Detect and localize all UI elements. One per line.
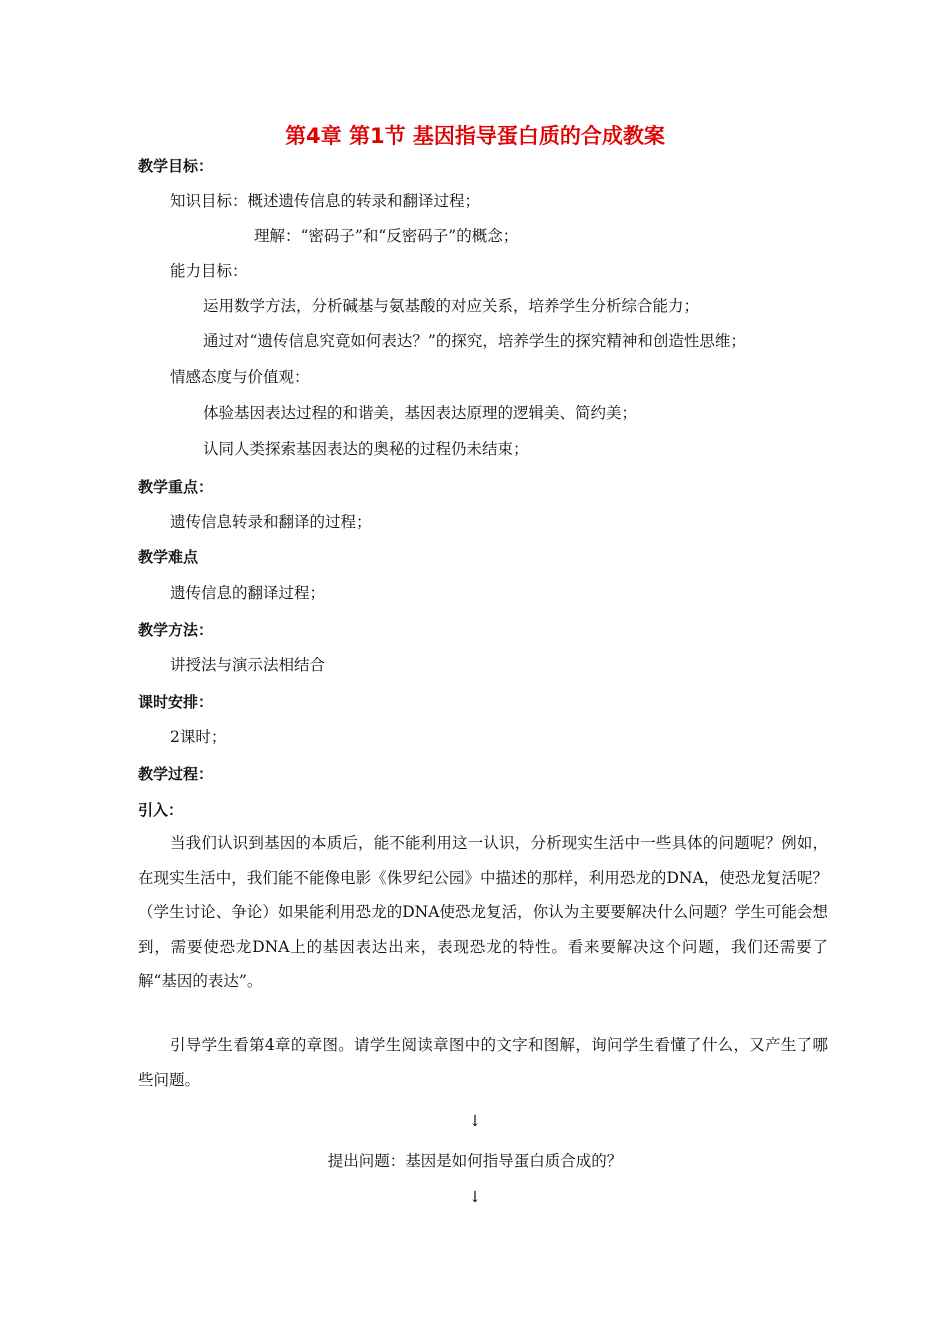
- schedule-text: 2课时；: [170, 728, 227, 746]
- question-text: 提出问题：基因是如何指导蛋白质合成的？: [327, 1152, 623, 1170]
- knowledge-objective-2: 理解：“密码子”和“反密码子”的概念；: [254, 227, 519, 245]
- intro-paragraph-1: 当我们认识到基因的本质后，能不能利用这一认识，分析现实生活中一些具体的问题呢？例如，在现实生活中，我们能不能像电影《侏罗纪公园》中描述的那样，利用恐龙的DNA，使恐龙复活呢？（学生讨论、争论）如果能利用恐龙的DNA使恐龙复活，你认为主要要解决什么问题？学生可能会想到，需要使恐龙DNA上的基因表达出来，表现恐龙的特性。看来要解决这个问题，我们还需要了解“基因的表达”。: [138, 834, 828, 990]
- key-points-heading: 教学重点：: [138, 478, 214, 496]
- emotion-objective-1: 体验基因表达过程的和谐美，基因表达原理的逻辑美、简约美；: [203, 404, 638, 422]
- method-heading: 教学方法：: [138, 621, 214, 639]
- method-text: 讲授法与演示法相结合: [170, 656, 326, 674]
- ability-objective-1: 运用数学方法，分析碱基与氨基酸的对应关系，培养学生分析综合能力；: [203, 297, 700, 315]
- objectives-heading: 教学目标：: [138, 157, 214, 175]
- ability-objective-2: 通过对“遗传信息究竟如何表达？”的探究，培养学生的探究精神和创造性思维；: [203, 332, 746, 350]
- flow-arrow-1: ↓: [468, 1112, 482, 1130]
- knowledge-objective: 知识目标：概述遗传信息的转录和翻译过程；: [170, 192, 481, 210]
- flow-arrow-2: ↓: [468, 1188, 482, 1206]
- ability-objective-label: 能力目标：: [170, 262, 248, 280]
- process-heading: 教学过程：: [138, 765, 214, 783]
- intro-heading: 引入：: [138, 801, 184, 819]
- page-title: 第4章 第1节 基因指导蛋白质的合成教案: [285, 124, 665, 148]
- difficulty-text: 遗传信息的翻译过程；: [170, 584, 326, 602]
- difficulty-heading: 教学难点: [138, 548, 199, 566]
- intro-paragraph-2: 引导学生看第4章的章图。请学生阅读章图中的文字和图解，询问学生看懂了什么，又产生了哪些问题。: [138, 1036, 828, 1089]
- emotion-objective-2: 认同人类探索基因表达的奥秘的过程仍未结束；: [203, 440, 529, 458]
- emotion-objective-label: 情感态度与价值观：: [170, 368, 310, 386]
- key-points-text: 遗传信息转录和翻译的过程；: [170, 513, 372, 531]
- schedule-heading: 课时安排：: [138, 693, 214, 711]
